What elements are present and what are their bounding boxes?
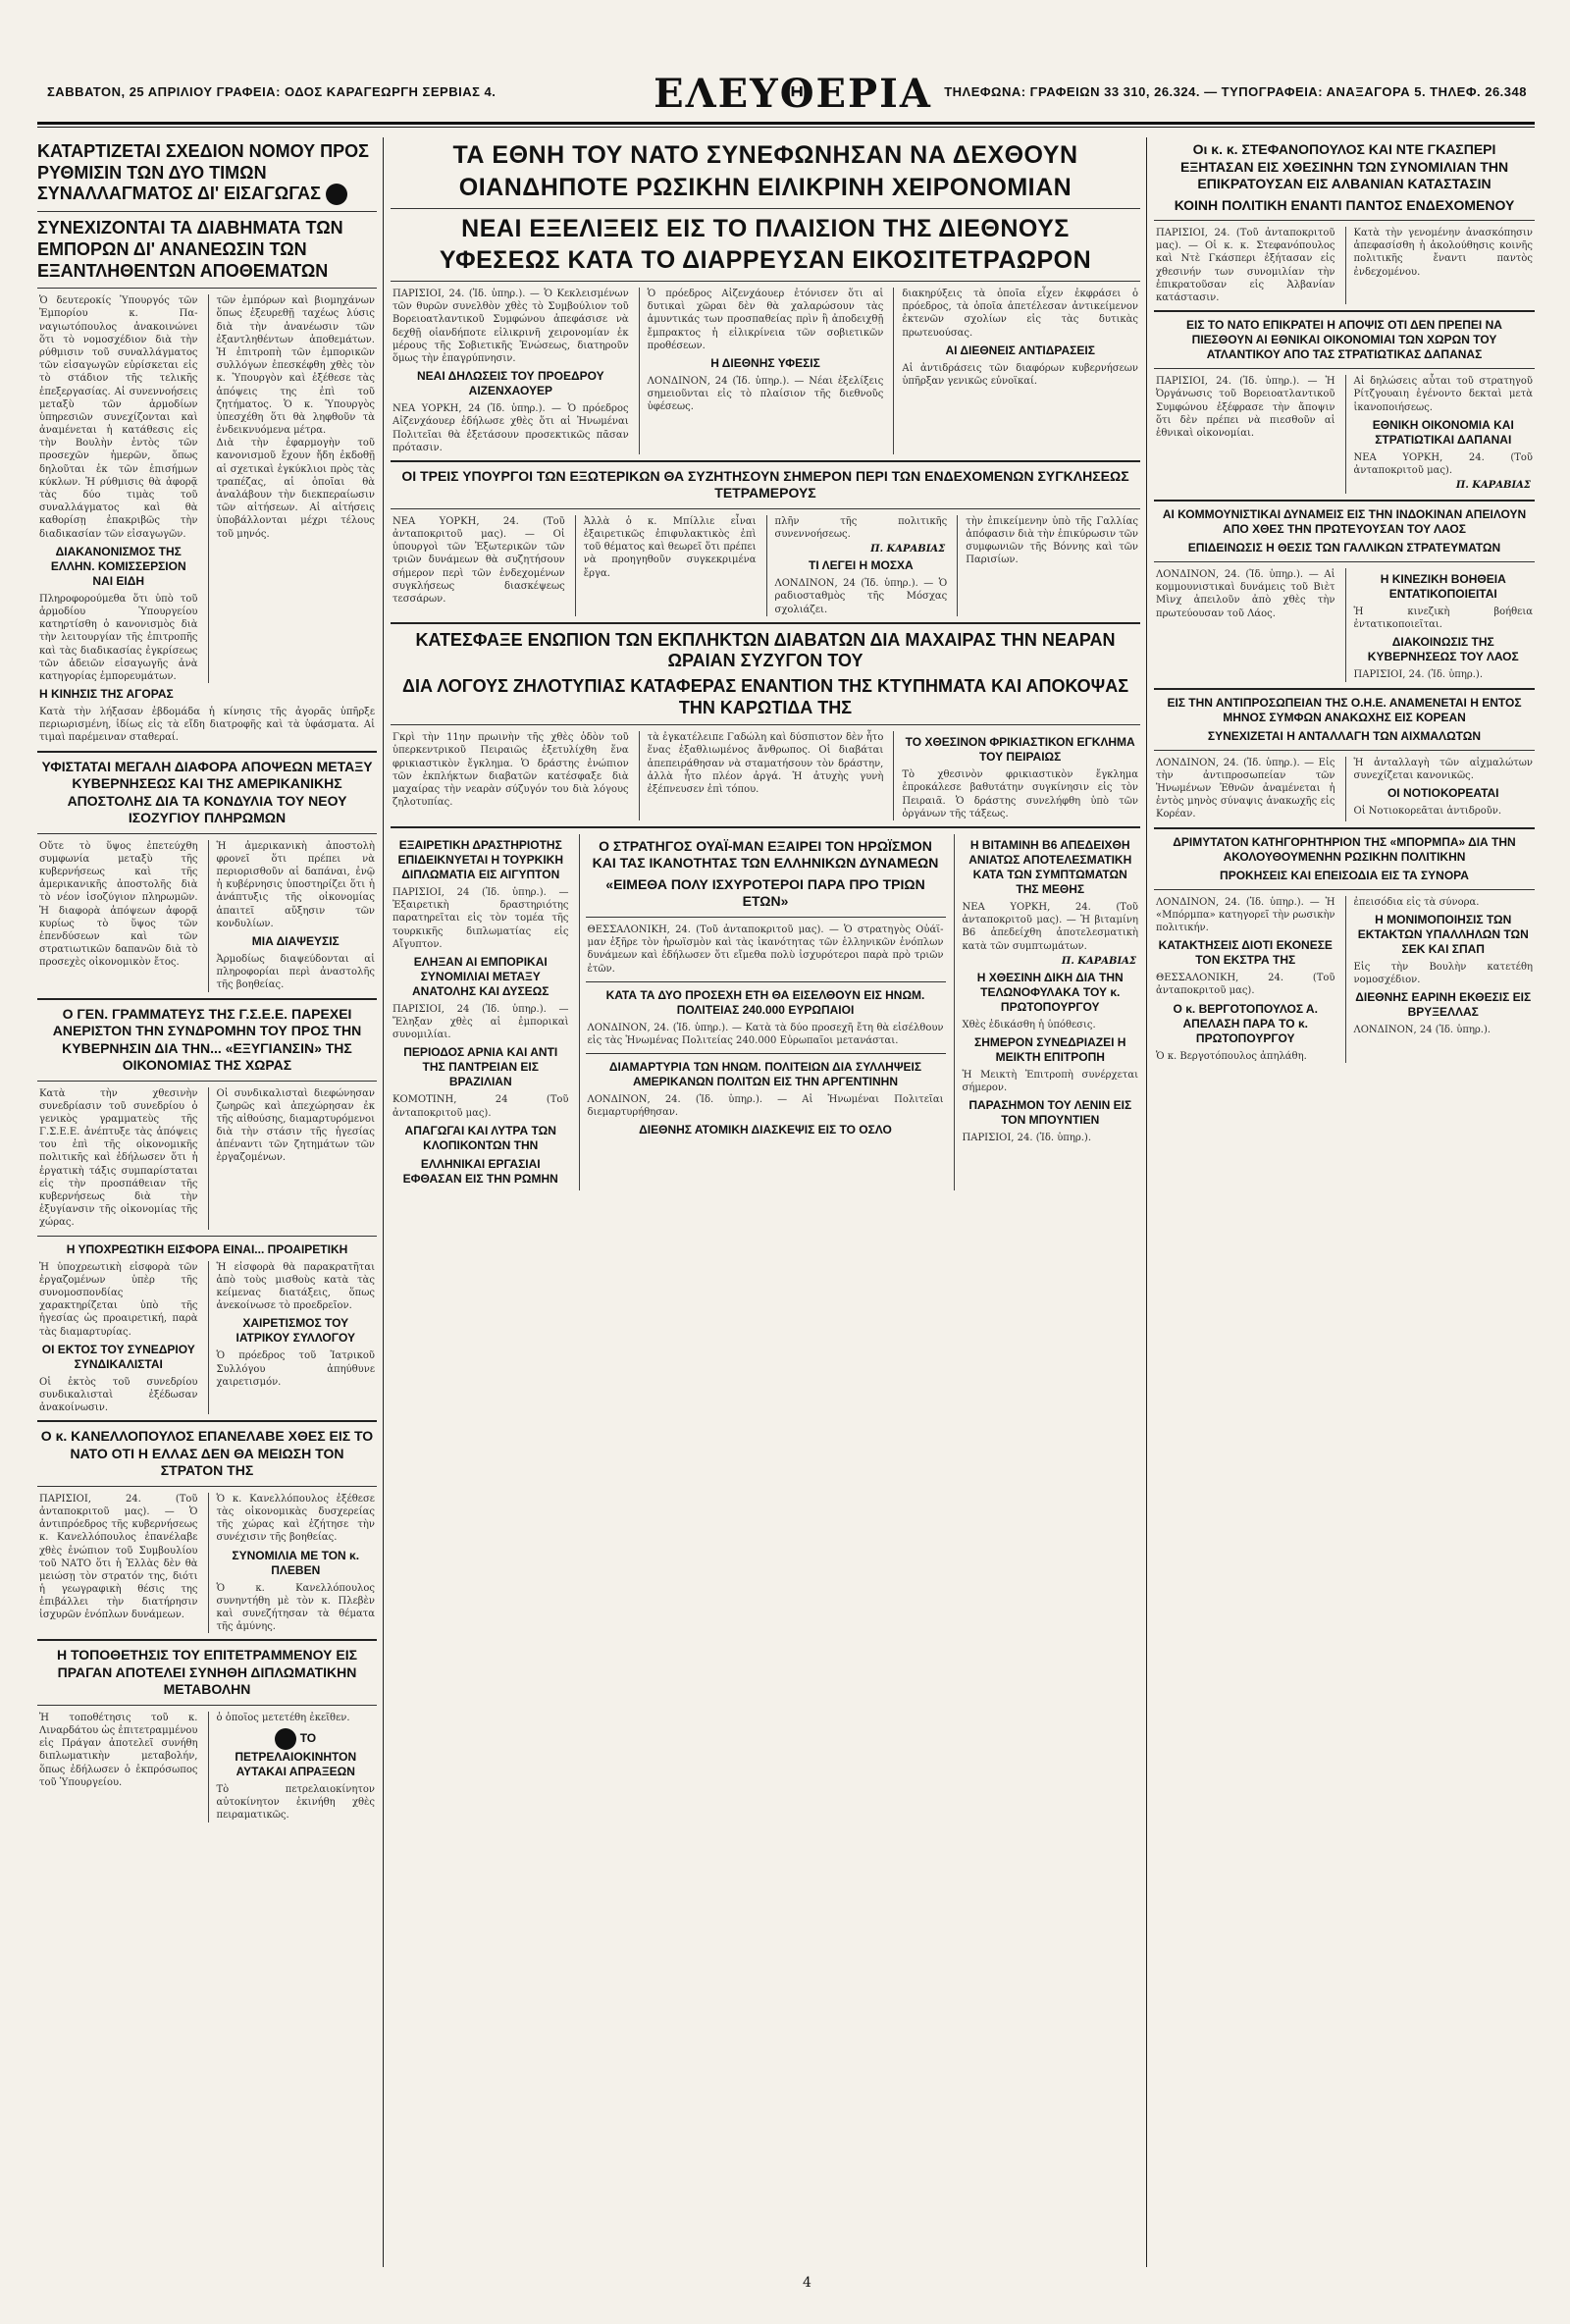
article-title-import-law: ΚΑΤΑΡΤΙΖΕΤΑΙ ΣΧΕΔΙΟΝ ΝΟΜΟΥ ΠΡΟΣ ΡΥΘΜΙΣΙΝ ΤΩΝ ΔΥΟ ΤΙΜΩΝ ΣΥΝΑΛΛΑΓΜΑΤΟΣ ΔΙ' ΕΙΣΑΓΩΓΑΣ	[37, 141, 377, 205]
page-number: 4	[803, 2275, 811, 2291]
lead-headline-line1: ΤΑ ΕΘΝΗ ΤΟΥ ΝΑΤΟ ΣΥΝΕΦΩΝΗΣΑΝ ΝΑ ΔΕΧΘΟΥΝ	[452, 141, 1078, 169]
article-title-stefanopoulos: Οι κ. κ. ΣΤΕΦΑΝΟΠΟΥΛΟΣ ΚΑΙ ΝΤΕ ΓΚΑΣΠΕΡΙ ΕΞΗΤΑΣΑΝ ΕΙΣ ΧΘΕΣΙΝΗΝ ΤΩΝ ΣΥΝΟΜΙΛΙΑΝ ΤΗΝ ΕΠΙΚΡΑΤΟΥΣΑΝ ΕΙΣ ΑΛΒΑΝΙΑΝ ΚΑΤΑΣΤΑΣΙΝ	[1179, 141, 1509, 191]
article-title-nato-economies: ΕΙΣ ΤΟ ΝΑΤΟ ΕΠΙΚΡΑΤΕΙ Η ΑΠΟΨΙΣ ΟΤΙ ΔΕΝ ΠΡΕΠΕΙ ΝΑ ΠΙΕΣΘΟΥΝ ΑΙ ΕΘΝΙΚΑΙ ΟΙΚΟΝΟΜΙΑΙ ΤΩΝ ΧΩΡΩΝ ΤΟΥ ΑΤΛΑΝΤΙΚΟΥ ΑΠΟ ΤΑΣ ΣΤΡΑΤΙΩΤΙΚΑΣ ΔΑΠΑΝΑΣ	[1186, 318, 1502, 362]
subhead-committee: ΣΗΜΕΡΟΝ ΣΥΝΕΔΡΙΑΖΕΙ Η ΜΕΙΚΤΗ ΕΠΙΤΡΟΠΗ	[974, 1034, 1126, 1064]
subhead-laos-government: ΔΙΑΚΟΙΝΩΣΙΣ ΤΗΣ ΚΥΒΕΡΝΗΣΕΩΣ ΤΟΥ ΛΑΟΣ	[1367, 635, 1519, 664]
subhead-brazil: ΠΕΡΙΟΔΟΣ ΑΡΝΙΑ ΚΑΙ ΑΝΤΙ ΤΗΣ ΠΑΝΤΡΕΙΑΝ ΕΙΣ ΒΡΑΖΙΛΙΑΝ	[403, 1045, 558, 1089]
subhead-commission: ΔΙΑΚΑΝΟΝΙΣΜΟΣ ΤΗΣ ΕΛΛΗΝ. ΚΟΜΙΣΣΕΡΣΙΟΝ ΝΑΙ ΕΙΔΗ	[50, 544, 186, 588]
article-title-korea: ΕΙΣ ΤΗΝ ΑΝΤΙΠΡΟΣΩΠΕΙΑΝ ΤΗΣ Ο.Η.Ε. ΑΝΑΜΕΝΕΤΑΙ Η ΕΝΤΟΣ ΜΗΝΟΣ ΣΥΜΦΩΝ ΑΝΑΚΩΧΗΣ ΕΙΣ ΚΟΡΕΑΝ	[1167, 695, 1522, 724]
article-body-import: Ὁ δευτεροκίς Ὑπουργός τῶν Ἐμπορίου κ. Πα-ναγιωτόπουλος ἀνακοινώνει ὅτι τὸ νομοσχέδιον διὰ τὴν ρύθμισιν τοῦ συναλλάγματος τῶν εἰσαγωγῶν εὑρίσκεται εἰς τὸ στάδιον τῆς τελικῆς ἐπεξεργασίας. Αἱ συνεννοήσεις μεταξὺ τῶν ἁρμοδίων ὑπηρεσιῶν συνεχίζονται καὶ ἀναμένεται ἡ κατάθεσις εἰς τὴν Βουλὴν ἐντὸς τῶν προσεχῶν ἡμερῶν, ὅπως δηλοῦται ἐκ τῶν ἐπισήμων κύκλων. Ἡ ρύθμισις θὰ ἀφορᾷ τὰς δύο τιμὰς τοῦ συναλλάγματος καὶ θὰ καθορίσῃ ἐπακριβῶς τὴν διαδικασίαν τῶν εἰσαγωγῶν. ΔΙΑΚΑΝΟΝΙΣΜΟΣ ΤΗΣ ΕΛΛΗΝ. ΚΟΜΙΣΣΕΡΣΙΟΝ ΝΑΙ ΕΙΔΗ Πληροφορούμεθα ὅτι ὑπὸ τοῦ ἁρμοδίου Ὑπουργείου κατηρτίσθη ὁ κανονισμὸς διὰ τὴν λειτουργίαν τῆς ἐπιτροπῆς καὶ τὰς διαδικασίας ἐγκρίσεως τῶν ἀδειῶν εἰσαγωγῆς ἀνὰ κατηγορίας ἐμπορευμάτων. τῶν ἐμπόρων καὶ βιομηχάνων ὅπως ἐξευρεθῇ ταχέως λύσις διὰ τὴν ἀνανέωσιν τῶν ἐξαντληθέντων ἀποθεμάτων. Ἡ ἐπιτροπὴ τῶν ἐμπορικῶν συλλόγων ἐπεσκέφθη χθὲς τὸν κ. Ὑπουργὸν καὶ ἐξέθεσε τὰς ἀπόψεις της ἐπὶ τοῦ ζητήματος. Ὁ κ. Ὑπουργὸς ὑπεσχέθη ὅτι θὰ ληφθοῦν τὰ ἐνδεικνυόμενα μέτρα. Διὰ τὴν ἐφαρμογὴν τοῦ κανονισμοῦ ἔχουν ἤδη ἐκδοθῇ αἱ σχετικαὶ ἐγκύκλιοι πρὸς τὰς τραπέζας, αἱ ὁποῖαι θὰ ἀναλάβουν τὴν διεκπεραίωσιν τῶν αἰτήσεων. Αἱ αἰτήσεις ὑποβάλλονται μέχρι τέλους τοῦ μηνός.	[39, 295, 375, 682]
subhead-oil-vehicle: ΤΟ ΠΕΤΡΕΛΑΙΟΚΙΝΗΤΟΝ ΑΥΤΑΚΑΙ ΑΠΡΑΞΕΩΝ	[217, 1728, 376, 1779]
subhead-kidnappings: ΑΠΑΓΩΓΑΙ ΚΑΙ ΛΥΤΡΑ ΤΩΝ ΚΛΟΠΙΚΟΝΤΩΝ ΤΗΝ	[404, 1123, 556, 1152]
subhead-south-koreans: ΟΙ ΝΟΤΙΟΚΟΡΕΑΤΑΙ	[1387, 786, 1499, 800]
masthead-rule	[37, 122, 1535, 128]
article-title-budget-dispute: ΥΦΙΣΤΑΤΑΙ ΜΕΓΑΛΗ ΔΙΑΦΟΡΑ ΑΠΟΨΕΩΝ ΜΕΤΑΞΥ ΚΥΒΕΡΝΗΣΕΩΣ ΚΑΙ ΤΗΣ ΑΜΕΡΙΚΑΝΙΚΗΣ ΑΠΟΣΤΟΛΗΣ ΔΙΑ ΤΑ ΚΟΝΔΥΛΙΑ ΤΟΥ ΝΕΟΥ ΙΣΟΖΥΓΙΟΥ ΠΛΗΡΩΜΩΝ	[41, 758, 373, 826]
subhead-convictions: ΚΑΤΑΚΤΗΣΕΙΣ ΔΙΟΤΙ ΕΚΟΝΕΣΕ ΤΟΝ ΕΚΣΤΡΑ ΤΗΣ	[1158, 938, 1333, 968]
column-rule-right	[1146, 137, 1147, 2267]
byline-karavias-3: Π. ΚΑΡΑΒΙΑΣ	[1455, 480, 1531, 492]
article-subtitle-border: ΠΡΟΚΗΣΕΙΣ ΚΑΙ ΕΠΕΙΣΟΔΙΑ ΕΙΣ ΤΑ ΣΥΝΟΡΑ	[1220, 868, 1469, 882]
masthead-phones: ΤΗΛΕΦΩΝΑ: ΓΡΑΦΕΙΩΝ 33 310, 26.324. — ΤΥΠΟΓΡΑΦΕΙΑ: ΑΝΑΞΑΓΟΡΑ 5. ΤΗΛΕΦ. 26.348	[944, 84, 1527, 99]
center-column: ΤΑ ΕΘΝΗ ΤΟΥ ΝΑΤΟ ΣΥΝΕΦΩΝΗΣΑΝ ΝΑ ΔΕΧΘΟΥΝ ΟΙΑΝΔΗΠΟΤΕ ΡΩΣΙΚΗΝ ΕΙΛΙΚΡΙΝΗ ΧΕΙΡΟΝΟΜΙΑΝ ΝΕΑΙ ΕΞΕΛΙΞΕΙΣ ΕΙΣ ΤΟ ΠΛΑΙΣΙΟΝ ΤΗΣ ΔΙΕΘΝΟΥΣ ΥΦΕΣΕΩΣ ΚΑΤΑ ΤΟ ΔΙΑΡΡΕΥΣΑΝ ΕΙΚΟΣΙΤΕΤΡΑΩΡΟΝ ΠΑΡΙΣΙΟΙ, 24. (Ἰδ. ὑπηρ.). — Ὁ Κεκλεισμένων τῶν θυρῶν συνελθὸν χθὲς τὸ Συμβούλιον τοῦ Βορειοατλαντικοῦ Συμφώνου ἀπεφάσισε νὰ δεχθῇ οἱανδήποτε εἰλικρινῆ χειρονομίαν ἐκ μέρους τῆς Σοβιετικῆς Ἑνώσεως, διατηροῦν ὅμως τὴν ἐπαγρύπνησιν. ΝΕΑΙ ΔΗΛΩΣΕΙΣ ΤΟΥ ΠΡΟΕΔΡΟΥ ΑΙΖΕΝΧΑΟΥΕΡ ΝΕΑ ΥΟΡΚΗ, 24 (Ἰδ. ὑπηρ.). — Ὁ πρόεδρος Αἰζενχάουερ ἐδήλωσε χθὲς ὅτι αἱ Ἡνωμέναι Πολιτεῖαι θὰ ἐξετάσουν προσεκτικῶς πᾶσαν πρότασιν. Ὁ πρόεδρος Αἰζενχάουερ ἐτόνισεν ὅτι αἱ δυτικαὶ χῶραι δὲν θὰ χαλαρώσουν τὰς ἀμυντικάς των προσπαθείας πρὶν ἢ ἀποδειχθῇ ἔμπρακτος ἡ εἰλικρίνεια τῶν σοβιετικῶν προθέσεων. Η ΔΙΕΘΝΗΣ ΥΦΕΣΙΣ ΛΟΝΔΙΝΟΝ, 24 (Ἰδ. ὑπηρ.). — Νέαι ἐξελίξεις σημειοῦνται εἰς τὸ πλαίσιον τῆς διεθνοῦς ὑφέσεως. διακηρύξεις τὰ ὁποῖα εἶχεν ἐκφράσει ὁ πρόεδρος, τὰ ὁποῖα ἀπετέλεσαν ἀντικείμενον ἐκτενῶν σχολίων εἰς τὰς δυτικὰς πρωτευούσας. ΑΙ ΔΙΕΘΝΕΙΣ ΑΝΤΙΔΡΑΣΕΙΣ Αἱ ἀντιδράσεις τῶν διαφόρων κυβερνήσεων ὑπῆρξαν γενικῶς εὐνοϊκαί. ΟΙ ΤΡΕΙΣ ΥΠΟΥΡΓΟΙ ΤΩΝ ΕΞΩΤΕΡΙΚΩΝ ΘΑ ΣΥΖΗΤΗΣΟΥΝ ΣΗΜΕΡΟΝ ΠΕΡΙ ΤΩΝ ΕΝΔΕΧΟΜΕΝΩΝ ΣΥΓΚΛΗΣΕΩΣ ΤΕΤΡΑΜΕΡΟΥΣ ΝΕΑ ΥΟΡΚΗ, 24. (Τοῦ ἀνταποκριτοῦ μας). — Οἱ ὑπουργοὶ τῶν Ἐξωτερικῶν τῶν τριῶν δυνάμεων θὰ συζητήσουν σήμερον περὶ τῶν ἐνδεχομένων συγκλήσεως διασκέψεως τεσσάρων. Ἀλλὰ ὁ κ. Μπίλλιε εἶναι ἐξαιρετικῶς ἐπιφυλακτικὸς ἐπὶ τοῦ θέματος καὶ θεωρεῖ ὅτι πρέπει νὰ προηγηθοῦν συγκεκριμένα ἔργα. πλῆν τῆς πολιτικῆς συνεννοήσεως. Π. ΚΑΡΑΒΙΑΣ ΤΙ ΛΕΓΕΙ Η ΜΟΣΧΑ ΛΟΝΔΙΝΟΝ, 24 (Ἰδ. ὑπηρ.). — Ὁ ραδιοσταθμὸς τῆς Μόσχας σχολιάζει. τὴν ἐπικείμενην ὑπὸ τῆς Γαλλίας ἀπόφασιν διὰ τὴν ἐπικύρωσιν τῶν συμφωνιῶν τῆς Βόννης καὶ τῶν Παρισίων. ΚΑΤΕΣΦΑΞΕ ΕΝΩΠΙΟΝ ΤΩΝ ΕΚΠΛΗΚΤΩΝ ΔΙΑΒΑΤΩΝ ΔΙΑ ΜΑΧΑΙΡΑΣ ΤΗΝ ΝΕΑΡΑΝ ΩΡΑΙΑΝ ΣΥΖΥΓΟΝ ΤΟΥ ΔΙΑ ΛΟΓΟΥΣ ΖΗΛΟΤΥΠΙΑΣ ΚΑΤΑΦΕΡΑΣ ΕΝΑΝΤΙΟΝ ΤΗΣ ΚΤΥΠΗΜΑΤΑ ΚΑΙ ΑΠΟΚΟΨΑΣ ΤΗΝ ΚΑΡΩΤΙΔΑ ΤΗΣ Γκρὶ τὴν 11ην πρωινὴν τῆς χθὲς ὁδὸν τοῦ ὑπερκεντρικοῦ Πειραιῶς ἐξετυλίχθη ἕνα φρικιαστικὸν ἔγκλημα. Ὁ δράστης ἐνώπιον τῶν ἐκπλήκτων διαβατῶν κατέσφαξε διὰ μαχαίρας τὴν νεαρὰν σύζυγόν του διὰ λόγους ζηλοτυπίας. τὰ ἐγκατέλειπε Γαδώλη καὶ δύσπιστον δὲν ἦτο ἕνας ἐξαθλιωμένος ἄνθρωπος. Οἱ διαβάται ἀπεπειράθησαν νὰ σταματήσουν τὸν δράστην, ἀλλὰ ἦτο πλέον ἀργά. Ἡ ἀτυχὴς γυνὴ ἐξέπνευσεν ἐπὶ τόπου. ΤΟ ΧΘΕΣΙΝΟΝ ΦΡΙΚΙΑΣΤΙΚΟΝ ΕΓΚΛΗΜΑ ΤΟΥ ΠΕΙΡΑΙΩΣ Τὸ χθεσινὸν φρικιαστικὸν ἔγκλημα ἐπροκάλεσε βαθυτάτην συγκίνησιν εἰς τὸν Πειραιᾶ. Ὁ δράστης συνελήφθη ὑπὸ τῶν ὀργάνων τῆς τάξεως. ΕΞΑΙΡΕΤΙΚΗ ΔΡΑΣΤΗΡΙΟΤΗΣ ΕΠΙΔΕΙΚΝΥΕΤΑΙ Η ΤΟΥΡΚΙΚΗ ΔΙΠΛΩΜΑΤΙΑ ΕΙΣ ΑΙΓΥΠΤΟΝ ΠΑΡΙΣΙΟΙ, 24 (Ἰδ. ὑπηρ.). — Ἐξαιρετικὴ δραστηριότης παρατηρεῖται εἰς τὸν τομέα τῆς τουρκικῆς διπλωματίας εἰς Αἴγυπτον. ΕΛΗΞΑΝ ΑΙ ΕΜΠΟΡΙΚΑΙ ΣΥΝΟΜΙΛΙΑΙ ΜΕΤΑΞΥ ΑΝΑΤΟΛΗΣ ΚΑΙ ΔΥΣΕΩΣ ΠΑΡΙΣΙΟΙ, 24 (Ἰδ. ὑπηρ.). — Ἔληξαν χθὲς αἱ ἐμπορικαὶ συνομιλίαι. ΠΕΡΙΟΔΟΣ ΑΡΝΙΑ ΚΑΙ ΑΝΤΙ ΤΗΣ ΠΑΝΤΡΕΙΑΝ ΕΙΣ ΒΡΑΖΙΛΙΑΝ ΚΟΜΟΤΙΝΗ, 24 (Τοῦ ἀνταποκριτοῦ μας). ΑΠΑΓΩΓΑΙ ΚΑΙ ΛΥΤΡΑ ΤΩΝ ΚΛΟΠΙΚΟΝΤΩΝ ΤΗΝ ΕΛΛΗΝΙΚΑΙ ΕΡΓΑΣΙΑΙ ΕΦΘΑΣΑΝ ΕΙΣ ΤΗΝ ΡΩΜΗΝ Ο ΣΤΡΑΤΗΓΟΣ ΟΥΑΪ-ΜΑΝ ΕΞΑΙΡΕΙ ΤΟΝ ΗΡΩΪΣΜΟΝ ΚΑΙ ΤΑΣ ΙΚΑΝΟΤΗΤΑΣ ΤΩΝ ΕΛΛΗΝΙΚΩΝ ΔΥΝΑΜΕΩΝ «ΕΙΜΕΘΑ ΠΟΛΥ ΙΣΧΥΡΟΤΕΡΟΙ ΠΑΡΑ ΠΡΟ ΤΡΙΩΝ ΕΤΩΝ» ΘΕΣΣΑΛΟΝΙΚΗ, 24. (Τοῦ ἀνταποκριτοῦ μας). — Ὁ στρατηγὸς Οὐάϊ-μαν ἐξῆρε τὸν ἡρωϊσμὸν καὶ τὰς ἱκανότητας τῶν ἑλληνικῶν ἐνόπλων δυνάμεων καὶ ἐδήλωσεν ὅτι εἴμεθα πολὺ ἰσχυρότεροι παρὰ πρὸ τριῶν ἐτῶν. ΚΑΤΑ ΤΑ ΔΥΟ ΠΡΟΣΕΧΗ ΕΤΗ ΘΑ ΕΙΣΕΛΘΟΥΝ ΕΙΣ ΗΝΩΜ. ΠΟΛΙΤΕΙΑΣ 240.000 ΕΥΡΩΠΑΙΟΙ ΛΟΝΔΙΝΟΝ, 24. (Ἰδ. ὑπηρ.). — Κατὰ τὰ δύο προσεχῆ ἔτη θὰ εἰσέλθουν εἰς τὰς Ἡνωμένας Πολιτείας 240.000 Εὐρωπαῖοι μετανάσται. ΔΙΑΜΑΡΤΥΡΙΑ ΤΩΝ ΗΝΩΜ. ΠΟΛΙΤΕΙΩΝ ΔΙΑ ΣΥΛΛΗΨΕΙΣ ΑΜΕΡΙΚΑΝΩΝ ΠΟΛΙΤΩΝ ΕΙΣ ΤΗΝ ΑΡΓΕΝΤΙΝΗΝ ΛΟΝΔΙΝΟΝ, 24. (Ἰδ. ὑπηρ.). — Αἱ Ἡνωμέναι Πολιτεῖαι διεμαρτυρήθησαν. ΔΙΕΘΝΗΣ ΑΤΟΜΙΚΗ ΔΙΑΣΚΕΨΙΣ ΕΙΣ ΤΟ ΟΣΛΟ Η ΒΙΤΑΜΙΝΗ Β6 ΑΠΕΔΕΙΧΘΗ ΑΝΙΑΤΩΣ ΑΠΟΤΕΛΕΣΜΑΤΙΚΗ ΚΑΤΑ ΤΩΝ ΣΥΜΠΤΩΜΑΤΩΝ ΤΗΣ ΜΕΘΗΣ ΝΕΑ ΥΟΡΚΗ, 24. (Τοῦ ἀνταποκριτοῦ μας). — Ἡ βιταμίνη Β6 ἀπεδείχθη ἀποτελεσματικὴ κατὰ τῶν συμπτωμάτων. Π. ΚΑΡΑΒΙΑΣ Η ΧΘΕΣΙΝΗ ΔΙΚΗ ΔΙΑ ΤΗΝ ΤΕΛΩΝΟΦΥΛΑΚΑ ΤΟΥ κ. ΠΡΩΤΟΠΟΥΡΓΟΥ Χθὲς ἐδικάσθη ἡ ὑπόθεσις. ΣΗΜΕΡΟΝ ΣΥΝΕΔΡΙΑΖΕΙ Η ΜΕΙΚΤΗ ΕΠΙΤΡΟΠΗ Ἡ Μεικτὴ Ἐπιτροπὴ συνέρχεται σήμερον. ΠΑΡΑΣΗΜΟΝ ΤΟΥ ΛΕΝΙΝ ΕΙΣ ΤΟΝ ΜΠΟΥΝΤΙΕΝ ΠΑΡΙΣΙΟΙ, 24. (Ἰδ. ὑπηρ.).	[391, 137, 1140, 2267]
subhead-piraeus-crime: ΤΟ ΧΘΕΣΙΝΟΝ ΦΡΙΚΙΑΣΤΙΚΟΝ ΕΓΚΛΗΜΑ ΤΟΥ ΠΕΙΡΑΙΩΣ	[905, 735, 1135, 765]
article-title-murder-line2: ΔΙΑ ΛΟΓΟΥΣ ΖΗΛΟΤΥΠΙΑΣ ΚΑΤΑΦΕΡΑΣ ΕΝΑΝΤΙΟΝ ΤΗΣ ΚΤΥΠΗΜΑΤΑ ΚΑΙ ΑΠΟΚΟΨΑΣ ΤΗΝ ΚΑΡΩΤΙΔΑ ΤΗΣ	[402, 676, 1128, 717]
article-subtitle-prisoners: ΣΥΝΕΧΙΖΕΤΑΙ Η ΑΝΤΑΛΛΑΓΗ ΤΩΝ ΑΙΧΜΑΛΩΤΩΝ	[1207, 728, 1482, 743]
article-title-indochina: ΑΙ ΚΟΜΜΟΥΝΙΣΤΙΚΑΙ ΔΥΝΑΜΕΙΣ ΕΙΣ ΤΗΝ ΙΝΔΟΚΙΝΑΝ ΑΠΕΙΛΟΥΝ ΑΠΟ ΧΘΕΣ ΤΗΝ ΠΡΩΤΕΥΟΥΣΑΝ ΤΟΥ ΛΑΟΣ	[1162, 507, 1527, 537]
subhead-denial: ΜΙΑ ΔΙΑΨΕΥΣΙΣ	[251, 933, 340, 948]
subhead-syndicalists: ΟΙ ΕΚΤΟΣ ΤΟΥ ΣΥΝΕΔΡΙΟΥ ΣΥΝΔΙΚΑΛΙΣΤΑΙ	[41, 1342, 195, 1371]
subhead-moscow: ΤΙ ΛΕΓΕΙ Η ΜΟΣΧΑ	[809, 558, 914, 573]
article-title-van-fleet-line2: «ΕΙΜΕΘΑ ΠΟΛΥ ΙΣΧΥΡΟΤΕΡΟΙ ΠΑΡΑ ΠΡΟ ΤΡΙΩΝ ΕΤΩΝ»	[605, 875, 925, 910]
subhead-lenin-medal: ΠΑΡΑΣΗΜΟΝ ΤΟΥ ΛΕΝΙΝ ΕΙΣ ΤΟΝ ΜΠΟΥΝΤΙΕΝ	[968, 1098, 1132, 1128]
masthead	[37, 39, 1535, 130]
subhead-medical: ΧΑΙΡΕΤΙΣΜΟΣ ΤΟΥ ΙΑΤΡΙΚΟΥ ΣΥΛΛΟΓΟΥ	[236, 1316, 355, 1346]
subhead-oslo: ΔΙΕΘΝΗΣ ΑΤΟΜΙΚΗ ΔΙΑΣΚΕΨΙΣ ΕΙΣ ΤΟ ΟΣΛΟ	[639, 1123, 892, 1137]
subhead-brussels-fair: ΔΙΕΘΝΗΣ ΕΑΡΙΝΗ ΕΚΘΕΣΙΣ ΕΙΣ ΒΡΥΞΕΛΛΑΣ	[1355, 990, 1532, 1020]
subhead-rome: ΕΛΛΗΝΙΚΑΙ ΕΡΓΑΣΙΑΙ ΕΦΘΑΣΑΝ ΕΙΣ ΤΗΝ ΡΩΜΗΝ	[402, 1156, 558, 1186]
subhead-eisenhower: ΝΕΑΙ ΔΗΛΩΣΕΙΣ ΤΟΥ ΠΡΟΕΔΡΟΥ ΑΙΖΕΝΧΑΟΥΕΡ	[417, 369, 604, 398]
subhead-contribution: Η ΥΠΟΧΡΕΩΤΙΚΗ ΕΙΣΦΟΡΑ ΕΙΝΑΙ... ΠΡΟΑΙΡΕΤΙΚΗ	[66, 1241, 348, 1256]
newspaper-title: ΕΛΕΥΘΕΡΙΑ	[654, 71, 932, 117]
article-title-kanellopoulos: Ο κ. ΚΑΝΕΛΛΟΠΟΥΛΟΣ ΕΠΑΝΕΛΑΒΕ ΧΘΕΣ ΕΙΣ ΤΟ ΝΑΤΟ ΟΤΙ Η ΕΛΛΑΣ ΔΕΝ ΘΑ ΜΕΙΩΣΗ ΤΟΝ ΣΤΡΑΤΟΝ ΤΗΣ	[40, 1428, 374, 1479]
ink-blot	[275, 1728, 296, 1750]
lead-subheadline-line1: ΝΕΑΙ ΕΞΕΛΙΞΕΙΣ ΕΙΣ ΤΟ ΠΛΑΙΣΙΟΝ ΤΗΣ ΔΙΕΘΝΟΥΣ	[461, 214, 1070, 242]
article-title-immigrants: ΚΑΤΑ ΤΑ ΔΥΟ ΠΡΟΣΕΧΗ ΕΤΗ ΘΑ ΕΙΣΕΛΘΟΥΝ ΕΙΣ ΗΝΩΜ. ΠΟΛΙΤΕΙΑΣ 240.000 ΕΥΡΩΠΑΙΟΙ	[605, 987, 925, 1017]
lead-headline-line2: ΟΙΑΝΔΗΠΟΤΕ ΡΩΣΙΚΗΝ ΕΙΛΙΚΡΙΝΗ ΧΕΙΡΟΝΟΜΙΑΝ	[458, 173, 1073, 201]
article-title-gsee: Ο ΓΕΝ. ΓΡΑΜΜΑΤΕΥΣ ΤΗΣ Γ.Σ.Ε.Ε. ΠΑΡΕΧΕΙ ΑΝΕΡΙΣΤΟΝ ΤΗΝ ΣΥΝΔΡΟΜΗΝ ΤΟΥ ΠΡΟΣ ΤΗΝ ΚΥΒΕΡΝΗΣΙΝ ΔΙΑ ΤΗΝ... «ΕΞΥΓΙΑΝΣΙΝ» ΤΗΣ ΟΙΚΟΝΟΜΙΑΣ ΤΗΣ ΧΩΡΑΣ	[52, 1005, 362, 1074]
lead-article-body: ΠΑΡΙΣΙΟΙ, 24. (Ἰδ. ὑπηρ.). — Ὁ Κεκλεισμένων τῶν θυρῶν συνελθὸν χθὲς τὸ Συμβούλιον τοῦ Βορειοατλαντικοῦ Συμφώνου ἀπεφάσισε νὰ δεχθῇ οἱανδήποτε εἰλικρινῆ χειρονομίαν ἐκ μέρους τῆς Σοβιετικῆς Ἑνώσεως, διατηροῦν ὅμως τὴν ἐπαγρύπνησιν. ΝΕΑΙ ΔΗΛΩΣΕΙΣ ΤΟΥ ΠΡΟΕΔΡΟΥ ΑΙΖΕΝΧΑΟΥΕΡ ΝΕΑ ΥΟΡΚΗ, 24 (Ἰδ. ὑπηρ.). — Ὁ πρόεδρος Αἰζενχάουερ ἐδήλωσε χθὲς ὅτι αἱ Ἡνωμέναι Πολιτεῖαι θὰ ἐξετάσουν προσεκτικῶς πᾶσαν πρότασιν. Ὁ πρόεδρος Αἰζενχάουερ ἐτόνισεν ὅτι αἱ δυτικαὶ χῶραι δὲν θὰ χαλαρώσουν τὰς ἀμυντικάς των προσπαθείας πρὶν ἢ ἀποδειχθῇ ἔμπρακτος ἡ εἰλικρίνεια τῶν σοβιετικῶν προθέσεων. Η ΔΙΕΘΝΗΣ ΥΦΕΣΙΣ ΛΟΝΔΙΝΟΝ, 24 (Ἰδ. ὑπηρ.). — Νέαι ἐξελίξεις σημειοῦνται εἰς τὸ πλαίσιον τῆς διεθνοῦς ὑφέσεως. διακηρύξεις τὰ ὁποῖα εἶχεν ἐκφράσει ὁ πρόεδρος, τὰ ὁποῖα ἀπετέλεσαν ἀντικείμενον ἐκτενῶν σχολίων εἰς τὰς δυτικὰς πρωτευούσας. ΑΙ ΔΙΕΘΝΕΙΣ ΑΝΤΙΔΡΑΣΕΙΣ Αἱ ἀντιδράσεις τῶν διαφόρων κυβερνήσεων ὑπῆρξαν γενικῶς εὐνοϊκαί.	[392, 289, 1139, 453]
article-title-murder-line1: ΚΑΤΕΣΦΑΞΕ ΕΝΩΠΙΟΝ ΤΩΝ ΕΚΠΛΗΚΤΩΝ ΔΙΑΒΑΤΩΝ ΔΙΑ ΜΑΧΑΙΡΑΣ ΤΗΝ ΝΕΑΡΑΝ ΩΡΑΙΑΝ ΣΥΖΥΓΟΝ ΤΟΥ	[415, 629, 1116, 671]
masthead-date-address: ΣΑΒΒΑΤΟΝ, 25 ΑΠΡΙΛΙΟΥ ΓΡΑΦΕΙΑ: ΟΔΟΣ ΚΑΡΑΓΕΩΡΓΗ ΣΕΡΒΙΑΣ 4.	[47, 84, 497, 99]
article-subtitle-merchants: ΣΥΝΕΧΙΖΟΝΤΑΙ ΤΑ ΔΙΑΒΗΜΑΤΑ ΤΩΝ ΕΜΠΟΡΩΝ ΔΙ' ΑΝΑΝΕΩΣΙΝ ΤΩΝ ΕΞΑΝΤΛΗΘΕΝΤΩΝ ΑΠΟΘΕΜΑΤΩΝ	[37, 218, 343, 281]
ink-blot	[326, 184, 347, 205]
left-column: ΚΑΤΑΡΤΙΖΕΤΑΙ ΣΧΕΔΙΟΝ ΝΟΜΟΥ ΠΡΟΣ ΡΥΘΜΙΣΙΝ ΤΩΝ ΔΥΟ ΤΙΜΩΝ ΣΥΝΑΛΛΑΓΜΑΤΟΣ ΔΙ' ΕΙΣΑΓΩΓΑΣ ΣΥΝΕΧΙΖΟΝΤΑΙ ΤΑ ΔΙΑΒΗΜΑΤΑ ΤΩΝ ΕΜΠΟΡΩΝ ΔΙ' ΑΝΑΝΕΩΣΙΝ ΤΩΝ ΕΞΑΝΤΛΗΘΕΝΤΩΝ ΑΠΟΘΕΜΑΤΩΝ Ὁ δευτεροκίς Ὑπουργός τῶν Ἐμπορίου κ. Πα-ναγιωτόπουλος ἀνακοινώνει ὅτι τὸ νομοσχέδιον διὰ τὴν ρύθμισιν τοῦ συναλλάγματος τῶν εἰσαγωγῶν εὑρίσκεται εἰς τὸ στάδιον τῆς τελικῆς ἐπεξεργασίας. Αἱ συνεννοήσεις μεταξὺ τῶν ἁρμοδίων ὑπηρεσιῶν συνεχίζονται καὶ ἀναμένεται ἡ κατάθεσις εἰς τὴν Βουλὴν ἐντὸς τῶν προσεχῶν ἡμερῶν, ὅπως δηλοῦται ἐκ τῶν ἐπισήμων κύκλων. Ἡ ρύθμισις θὰ ἀφορᾷ τὰς δύο τιμὰς τοῦ συναλλάγματος καὶ θὰ καθορίσῃ ἐπακριβῶς τὴν διαδικασίαν τῶν εἰσαγωγῶν. ΔΙΑΚΑΝΟΝΙΣΜΟΣ ΤΗΣ ΕΛΛΗΝ. ΚΟΜΙΣΣΕΡΣΙΟΝ ΝΑΙ ΕΙΔΗ Πληροφορούμεθα ὅτι ὑπὸ τοῦ ἁρμοδίου Ὑπουργείου κατηρτίσθη ὁ κανονισμὸς διὰ τὴν λειτουργίαν τῆς ἐπιτροπῆς καὶ τὰς διαδικασίας ἐγκρίσεως τῶν ἀδειῶν εἰσαγωγῆς ἀνὰ κατηγορίας ἐμπορευμάτων. τῶν ἐμπόρων καὶ βιομηχάνων ὅπως ἐξευρεθῇ ταχέως λύσις διὰ τὴν ἀνανέωσιν τῶν ἐξαντληθέντων ἀποθεμάτων. Ἡ ἐπιτροπὴ τῶν ἐμπορικῶν συλλόγων ἐπεσκέφθη χθὲς τὸν κ. Ὑπουργὸν καὶ ἐξέθεσε τὰς ἀπόψεις της ἐπὶ τοῦ ζητήματος. Ὁ κ. Ὑπουργὸς ὑπεσχέθη ὅτι θὰ ληφθοῦν τὰ ἐνδεικνυόμενα μέτρα. Διὰ τὴν ἐφαρμογὴν τοῦ κανονισμοῦ ἔχουν ἤδη ἐκδοθῇ αἱ σχετικαὶ ἐγκύκλιοι πρὸς τὰς τραπέζας, αἱ ὁποῖαι θὰ ἀναλάβουν τὴν διεκπεραίωσιν τῶν αἰτήσεων. Αἱ αἰτήσεις ὑποβάλλονται μέχρι τέλους τοῦ μηνός. Η ΚΙΝΗΣΙΣ ΤΗΣ ΑΓΟΡΑΣ Κατὰ τὴν λήξασαν ἑβδομάδα ἡ κίνησις τῆς ἀγορᾶς ὑπῆρξε περιωρισμένη, ἰδίως εἰς τὰ εἴδη διατροφῆς καὶ τὰ ὑφάσματα. Αἱ τιμαὶ παρέμειναν σταθεραί. ΥΦΙΣΤΑΤΑΙ ΜΕΓΑΛΗ ΔΙΑΦΟΡΑ ΑΠΟΨΕΩΝ ΜΕΤΑΞΥ ΚΥΒΕΡΝΗΣΕΩΣ ΚΑΙ ΤΗΣ ΑΜΕΡΙΚΑΝΙΚΗΣ ΑΠΟΣΤΟΛΗΣ ΔΙΑ ΤΑ ΚΟΝΔΥΛΙΑ ΤΟΥ ΝΕΟΥ ΙΣΟΖΥΓΙΟΥ ΠΛΗΡΩΜΩΝ Οὔτε τὸ ὕψος ἐπετεύχθη συμφωνία μεταξὺ τῆς κυβερνήσεως καὶ τῆς ἀμερικανικῆς ἀποστολῆς διὰ τὸ νέον ἰσοζύγιον πληρωμῶν. Ἡ διαφορὰ ἀπόψεων ἀφορᾷ κυρίως τὸ ὕψος τῶν ἐπενδύσεων καὶ τῶν στρατιωτικῶν δαπανῶν διὰ τὸ προσεχὲς οἰκονομικὸν ἔτος. Ἡ ἀμερικανικὴ ἀποστολὴ φρονεῖ ὅτι πρέπει νὰ περιορισθοῦν αἱ δαπάναι, ἐνῷ ἡ κυβέρνησις ὑποστηρίζει ὅτι ἡ ἀνάπτυξις τῆς οἰκονομίας ἀπαιτεῖ αὔξησιν τῶν κονδυλίων. ΜΙΑ ΔΙΑΨΕΥΣΙΣ Ἁρμοδίως διαψεύδονται αἱ πληροφορίαι περὶ ἀναστολῆς τῆς βοηθείας. Ο ΓΕΝ. ΓΡΑΜΜΑΤΕΥΣ ΤΗΣ Γ.Σ.Ε.Ε. ΠΑΡΕΧΕΙ ΑΝΕΡΙΣΤΟΝ ΤΗΝ ΣΥΝΔΡΟΜΗΝ ΤΟΥ ΠΡΟΣ ΤΗΝ ΚΥΒΕΡΝΗΣΙΝ ΔΙΑ ΤΗΝ... «ΕΞΥΓΙΑΝΣΙΝ» ΤΗΣ ΟΙΚΟΝΟΜΙΑΣ ΤΗΣ ΧΩΡΑΣ Κατὰ τὴν χθεσινὴν συνεδρίασιν τοῦ συνεδρίου ὁ γενικὸς γραμματεὺς τῆς Γ.Σ.Ε.Ε. ἀνέπτυξε τὰς ἀπόψεις του ἐπὶ τῆς οἰκονομικῆς πολιτικῆς καὶ ἐδήλωσεν ὅτι ἡ ἐργατικὴ τάξις συμπαρίσταται εἰς τὴν προσπάθειαν τῆς κυβερνήσεως διὰ τὴν ἐξυγίανσιν τῆς οἰκονομίας τῆς χώρας. Οἱ συνδικαλισταὶ διεφώνησαν ζωηρῶς καὶ ἀπεχώρησαν ἐκ τῆς αἰθούσης, διαμαρτυρόμενοι διὰ τὴν στάσιν τῆς ἡγεσίας ἀπέναντι τῶν ζητημάτων τῶν ἐργαζομένων. Η ΥΠΟΧΡΕΩΤΙΚΗ ΕΙΣΦΟΡΑ ΕΙΝΑΙ... ΠΡΟΑΙΡΕΤΙΚΗ Ἡ ὑποχρεωτικὴ εἰσφορὰ τῶν ἐργαζομένων ὑπὲρ τῆς συνομοσπονδίας χαρακτηρίζεται ὑπὸ τῆς ἡγεσίας ὡς προαιρετική, παρὰ τὰς διαμαρτυρίας. ΟΙ ΕΚΤΟΣ ΤΟΥ ΣΥΝΕΔΡΙΟΥ ΣΥΝΔΙΚΑΛΙΣΤΑΙ Οἱ ἐκτὸς τοῦ συνεδρίου συνδικαλισταὶ ἐξέδωσαν ἀνακοίνωσιν. Ἡ εἰσφορὰ θὰ παρακρατῆται ἀπὸ τοὺς μισθοὺς κατὰ τὰς κείμενας διατάξεις, ὅπως ἀνεκοίνωσε τὸ προεδρεῖον. ΧΑΙΡΕΤΙΣΜΟΣ ΤΟΥ ΙΑΤΡΙΚΟΥ ΣΥΛΛΟΓΟΥ Ὁ πρόεδρος τοῦ Ἰατρικοῦ Συλλόγου ἀπηύθυνε χαιρετισμόν. Ο κ. ΚΑΝΕΛΛΟΠΟΥΛΟΣ ΕΠΑΝΕΛΑΒΕ ΧΘΕΣ ΕΙΣ ΤΟ ΝΑΤΟ ΟΤΙ Η ΕΛΛΑΣ ΔΕΝ ΘΑ ΜΕΙΩΣΗ ΤΟΝ ΣΤΡΑΤΟΝ ΤΗΣ ΠΑΡΙΣΙΟΙ, 24. (Τοῦ ἀνταποκριτοῦ μας). — Ὁ ἀντιπρόεδρος τῆς κυβερνήσεως κ. Κανελλόπουλος ἐπανέλαβε χθὲς ἐνώπιον τοῦ Συμβουλίου τοῦ ΝΑΤΟ ὅτι ἡ Ἑλλὰς δὲν θὰ μειώσῃ τὸν στρατόν της, διότι ἡ γεωγραφικὴ θέσις της ἐπιβάλλει τὴν διατήρησιν ἰσχυρῶν ἐνόπλων δυνάμεων. Ὁ κ. Κανελλόπουλος ἐξέθεσε τὰς οἰκονομικὰς δυσχερείας τῆς χώρας καὶ ἐζήτησε τὴν συνέχισιν τῆς βοηθείας. ΣΥΝΟΜΙΛΙΑ ΜΕ ΤΟΝ κ. ΠΛΕΒΕΝ Ὁ κ. Κανελλόπουλος συνηντήθη μὲ τὸν κ. Πλεβὲν καὶ συνεζήτησαν τὰ θέματα τῆς ἀμύνης. Η ΤΟΠΟΘΕΤΗΣΙΣ ΤΟΥ ΕΠΙΤΕΤΡΑΜΜΕΝΟΥ ΕΙΣ ΠΡΑΓΑΝ ΑΠΟΤΕΛΕΙ ΣΥΝΗΘΗ ΔΙΠΛΩΜΑΤΙΚΗΝ ΜΕΤΑΒΟΛΗΝ Ἡ τοποθέτησις τοῦ κ. Λιναρδάτου ὡς ἐπιτετραμμένου εἰς Πράγαν ἀποτελεῖ συνήθη διπλωματικὴν μεταβολήν, ὅπως ἐδήλωσεν ὁ ἐκπρόσωπος τοῦ Ὑπουργείου. ὁ ὁποῖος μετετέθη ἐκεῖθεν. ΤΟ ΠΕΤΡΕΛΑΙΟΚΙΝΗΤΟΝ ΑΥΤΑΚΑΙ ΑΠΡΑΞΕΩΝ Τὸ πετρελαιοκίνητον αὐτοκίνητον ἐκινήθη χθὲς πειραματικῶς.	[37, 141, 375, 1822]
article-subtitle-french-troops: ΕΠΙΔΕΙΝΩΣΙΣ Η ΘΕΣΙΣ ΤΩΝ ΓΑΛΛΙΚΩΝ ΣΤΡΑΤΕΥΜΑΤΩΝ	[1187, 541, 1501, 555]
subhead-trial: Η ΧΘΕΣΙΝΗ ΔΙΚΗ ΔΙΑ ΤΗΝ ΤΕΛΩΝΟΦΥΛΑΚΑ ΤΟΥ κ. ΠΡΩΤΟΠΟΥΡΓΟΥ	[976, 970, 1124, 1014]
subhead-reactions: ΑΙ ΔΙΕΘΝΕΙΣ ΑΝΤΙΔΡΑΣΕΙΣ	[945, 343, 1095, 357]
article-title-three-ministers: ΟΙ ΤΡΕΙΣ ΥΠΟΥΡΓΟΙ ΤΩΝ ΕΞΩΤΕΡΙΚΩΝ ΘΑ ΣΥΖΗΤΗΣΟΥΝ ΣΗΜΕΡΟΝ ΠΕΡΙ ΤΩΝ ΕΝΔΕΧΟΜΕΝΩΝ ΣΥΓΚΛΗΣΕΩΣ ΤΕΤΡΑΜΕΡΟΥΣ	[401, 467, 1129, 502]
subhead-vergotopoulos: Ο κ. ΒΕΡΓΟΤΟΠΟΥΛΟΣ Α. ΑΠΕΛΑΣΗ ΠΑΡΑ ΤΟ κ. ΠΡΩΤΟΠΟΥΡΓΟΥ	[1173, 1001, 1318, 1045]
byline-karavias-2: Π. ΚΑΡΑΒΙΑΣ	[1061, 955, 1136, 967]
article-title-argentina: ΔΙΑΜΑΡΤΥΡΙΑ ΤΩΝ ΗΝΩΜ. ΠΟΛΙΤΕΙΩΝ ΔΙΑ ΣΥΛΛΗΨΕΙΣ ΑΜΕΡΙΚΑΝΩΝ ΠΟΛΙΤΩΝ ΕΙΣ ΤΗΝ ΑΡΓΕΝΤΙΝΗΝ	[608, 1060, 922, 1089]
subhead-national-economy: ΕΘΝΙΚΗ ΟΙΚΟΝΟΜΙΑ ΚΑΙ ΣΤΡΑΤΙΩΤΙΚΑΙ ΔΑΠΑΝΑΙ	[1372, 417, 1514, 447]
subhead-permanent-staff: Η ΜΟΝΙΜΟΠΟΙΗΣΙΣ ΤΩΝ ΕΚΤΑΚΤΩΝ ΥΠΑΛΛΗΛΩΝ ΤΩΝ ΣΕΚ ΚΑΙ ΣΠΑΠ	[1357, 912, 1529, 956]
byline-karavias: Π. ΚΑΡΑΒΙΑΣ	[870, 544, 946, 555]
right-column: Οι κ. κ. ΣΤΕΦΑΝΟΠΟΥΛΟΣ ΚΑΙ ΝΤΕ ΓΚΑΣΠΕΡΙ ΕΞΗΤΑΣΑΝ ΕΙΣ ΧΘΕΣΙΝΗΝ ΤΩΝ ΣΥΝΟΜΙΛΙΑΝ ΤΗΝ ΕΠΙΚΡΑΤΟΥΣΑΝ ΕΙΣ ΑΛΒΑΝΙΑΝ ΚΑΤΑΣΤΑΣΙΝ ΚΟΙΝΗ ΠΟΛΙΤΙΚΗ ΕΝΑΝΤΙ ΠΑΝΤΟΣ ΕΝΔΕΧΟΜΕΝΟΥ ΠΑΡΙΣΙΟΙ, 24. (Τοῦ ἀνταποκριτοῦ μας). — Οἱ κ. κ. Στεφανόπουλος καὶ Ντὲ Γκάσπερι ἐξήτασαν εἰς χθεσινήν των συνομιλίαν τὴν ἐπικρατοῦσαν εἰς Ἀλβανίαν κατάστασιν. Κατὰ τὴν γενομένην ἀνασκόπησιν ἀπεφασίσθη ἡ ἀκολούθησις κοινῆς πολιτικῆς ἔναντι παντὸς ἐνδεχομένου. ΕΙΣ ΤΟ ΝΑΤΟ ΕΠΙΚΡΑΤΕΙ Η ΑΠΟΨΙΣ ΟΤΙ ΔΕΝ ΠΡΕΠΕΙ ΝΑ ΠΙΕΣΘΟΥΝ ΑΙ ΕΘΝΙΚΑΙ ΟΙΚΟΝΟΜΙΑΙ ΤΩΝ ΧΩΡΩΝ ΤΟΥ ΑΤΛΑΝΤΙΚΟΥ ΑΠΟ ΤΑΣ ΣΤΡΑΤΙΩΤΙΚΑΣ ΔΑΠΑΝΑΣ ΠΑΡΙΣΙΟΙ, 24. (Ἰδ. ὑπηρ.). — Ἡ Ὀργάνωσις τοῦ Βορειοατλαντικοῦ Συμφώνου ἐξέφρασε τὴν ἄποψιν ὅτι δὲν πρέπει νὰ πιεσθοῦν αἱ ἐθνικαὶ οἰκονομίαι. Αἱ δηλώσεις αὗται τοῦ στρατηγοῦ Ρίτζγουαιη ἐγένοντο δεκταὶ μετὰ ἱκανοποιήσεως. ΕΘΝΙΚΗ ΟΙΚΟΝΟΜΙΑ ΚΑΙ ΣΤΡΑΤΙΩΤΙΚΑΙ ΔΑΠΑΝΑΙ ΝΕΑ ΥΟΡΚΗ, 24. (Τοῦ ἀνταποκριτοῦ μας). Π. ΚΑΡΑΒΙΑΣ ΑΙ ΚΟΜΜΟΥΝΙΣΤΙΚΑΙ ΔΥΝΑΜΕΙΣ ΕΙΣ ΤΗΝ ΙΝΔΟΚΙΝΑΝ ΑΠΕΙΛΟΥΝ ΑΠΟ ΧΘΕΣ ΤΗΝ ΠΡΩΤΕΥΟΥΣΑΝ ΤΟΥ ΛΑΟΣ ΕΠΙΔΕΙΝΩΣΙΣ Η ΘΕΣΙΣ ΤΩΝ ΓΑΛΛΙΚΩΝ ΣΤΡΑΤΕΥΜΑΤΩΝ ΛΟΝΔΙΝΟΝ, 24. (Ἰδ. ὑπηρ.). — Αἱ κομμουνιστικαὶ δυνάμεις τοῦ Βιὲτ Μὶνχ ἀπειλοῦν ἀπὸ χθὲς τὴν πρωτεύουσαν τοῦ Λάος. Η ΚΙΝΕΖΙΚΗ ΒΟΗΘΕΙΑ ΕΝΤΑΤΙΚΟΠΟΙΕΙΤΑΙ Ἡ κινεζικὴ βοήθεια ἐντατικοποιεῖται. ΔΙΑΚΟΙΝΩΣΙΣ ΤΗΣ ΚΥΒΕΡΝΗΣΕΩΣ ΤΟΥ ΛΑΟΣ ΠΑΡΙΣΙΟΙ, 24. (Ἰδ. ὑπηρ.). ΕΙΣ ΤΗΝ ΑΝΤΙΠΡΟΣΩΠΕΙΑΝ ΤΗΣ Ο.Η.Ε. ΑΝΑΜΕΝΕΤΑΙ Η ΕΝΤΟΣ ΜΗΝΟΣ ΣΥΜΦΩΝ ΑΝΑΚΩΧΗΣ ΕΙΣ ΚΟΡΕΑΝ ΣΥΝΕΧΙΖΕΤΑΙ Η ΑΝΤΑΛΛΑΓΗ ΤΩΝ ΑΙΧΜΑΛΩΤΩΝ ΛΟΝΔΙΝΟΝ, 24. (Ἰδ. ὑπηρ.). — Εἰς τὴν ἀντιπροσωπείαν τῶν Ἡνωμένων Ἐθνῶν ἀναμένεται ἡ ἐντὸς μηνὸς σύναψις ἀνακωχῆς εἰς Κορέαν. Ἡ ἀνταλλαγὴ τῶν αἰχμαλώτων συνεχίζεται κανονικῶς. ΟΙ ΝΟΤΙΟΚΟΡΕΑΤΑΙ Οἱ Νοτιοκορεᾶται ἀντιδροῦν. ΔΡΙΜΥΤΑΤΟΝ ΚΑΤΗΓΟΡΗΤΗΡΙΟΝ ΤΗΣ «ΜΠΟΡΜΠΑ» ΔΙΑ ΤΗΝ ΑΚΟΛΟΥΘΟΥΜΕΝΗΝ ΡΩΣΙΚΗΝ ΠΟΛΙΤΙΚΗΝ ΠΡΟΚΗΣΕΙΣ ΚΑΙ ΕΠΕΙΣΟΔΙΑ ΕΙΣ ΤΑ ΣΥΝΟΡΑ ΛΟΝΔΙΝΟΝ, 24. (Ἰδ. ὑπηρ.). — Ἡ «Μπόρμπα» κατηγορεῖ τὴν ρωσικὴν πολιτικήν. ΚΑΤΑΚΤΗΣΕΙΣ ΔΙΟΤΙ ΕΚΟΝΕΣΕ ΤΟΝ ΕΚΣΤΡΑ ΤΗΣ ΘΕΣΣΑΛΟΝΙΚΗ, 24. (Τοῦ ἀνταποκριτοῦ μας). Ο κ. ΒΕΡΓΟΤΟΠΟΥΛΟΣ Α. ΑΠΕΛΑΣΗ ΠΑΡΑ ΤΟ κ. ΠΡΩΤΟΠΟΥΡΓΟΥ Ὁ κ. Βεργοτόπουλος ἀπηλάθη. ἐπεισόδια εἰς τὰ σύνορα. Η ΜΟΝΙΜΟΠΟΙΗΣΙΣ ΤΩΝ ΕΚΤΑΚΤΩΝ ΥΠΑΛΛΗΛΩΝ ΤΩΝ ΣΕΚ ΚΑΙ ΣΠΑΠ Εἰς τὴν Βουλὴν κατετέθη νομοσχέδιον. ΔΙΕΘΝΗΣ ΕΑΡΙΝΗ ΕΚΘΕΣΙΣ ΕΙΣ ΒΡΥΞΕΛΛΑΣ ΛΟΝΔΙΝΟΝ, 24 (Ἰδ. ὑπηρ.).	[1156, 141, 1533, 1062]
article-title-van-fleet-line1: Ο ΣΤΡΑΤΗΓΟΣ ΟΥΑΪ-ΜΑΝ ΕΞΑΙΡΕΙ ΤΟΝ ΗΡΩΪΣΜΟΝ ΚΑΙ ΤΑΣ ΙΚΑΝΟΤΗΤΑΣ ΤΩΝ ΕΛΛΗΝΙΚΩΝ ΔΥΝΑΜΕΩΝ	[592, 837, 939, 872]
article-title-vitamin: Η ΒΙΤΑΜΙΝΗ Β6 ΑΠΕΔΕΙΧΘΗ ΑΝΙΑΤΩΣ ΑΠΟΤΕΛΕΣΜΑΤΙΚΗ ΚΑΤΑ ΤΩΝ ΣΥΜΠΤΩΜΑΤΩΝ ΤΗΣ ΜΕΘΗΣ	[968, 837, 1132, 896]
article-subtitle-common-policy: ΚΟΙΝΗ ΠΟΛΙΤΙΚΗ ΕΝΑΝΤΙ ΠΑΝΤΟΣ ΕΝΔΕΧΟΜΕΝΟΥ	[1174, 196, 1515, 213]
subhead-international-detente: Η ΔΙΕΘΝΗΣ ΥΦΕΣΙΣ	[710, 355, 820, 370]
subhead-chinese-aid: Η ΚΙΝΕΖΙΚΗ ΒΟΗΘΕΙΑ ΕΝΤΑΤΙΚΟΠΟΙΕΙΤΑΙ	[1380, 572, 1506, 602]
article-title-turkish-diplomacy: ΕΞΑΙΡΕΤΙΚΗ ΔΡΑΣΤΗΡΙΟΤΗΣ ΕΠΙΔΕΙΚΝΥΕΤΑΙ Η ΤΟΥΡΚΙΚΗ ΔΙΠΛΩΜΑΤΙΑ ΕΙΣ ΑΙΓΥΠΤΟΝ	[397, 837, 564, 881]
subhead-trade-talks: ΕΛΗΞΑΝ ΑΙ ΕΜΠΟΡΙΚΑΙ ΣΥΝΟΜΙΛΙΑΙ ΜΕΤΑΞΥ ΑΝΑΤΟΛΗΣ ΚΑΙ ΔΥΣΕΩΣ	[412, 954, 550, 998]
column-rule-left	[383, 137, 384, 2267]
lead-subheadline-line2: ΥΦΕΣΕΩΣ ΚΑΤΑ ΤΟ ΔΙΑΡΡΕΥΣΑΝ ΕΙΚΟΣΙΤΕΤΡΑΩΡΟΝ	[439, 246, 1092, 275]
article-title-prague: Η ΤΟΠΟΘΕΤΗΣΙΣ ΤΟΥ ΕΠΙΤΕΤΡΑΜΜΕΝΟΥ ΕΙΣ ΠΡΑΓΑΝ ΑΠΟΤΕΛΕΙ ΣΥΝΗΘΗ ΔΙΠΛΩΜΑΤΙΚΗΝ ΜΕΤΑΒΟΛΗΝ	[56, 1647, 357, 1698]
article-title-borba: ΔΡΙΜΥΤΑΤΟΝ ΚΑΤΗΓΟΡΗΤΗΡΙΟΝ ΤΗΣ «ΜΠΟΡΜΠΑ» ΔΙΑ ΤΗΝ ΑΚΟΛΟΥΘΟΥΜΕΝΗΝ ΡΩΣΙΚΗΝ ΠΟΛΙΤΙΚΗΝ	[1173, 834, 1516, 864]
subhead-market: Η ΚΙΝΗΣΙΣ ΤΗΣ ΑΓΟΡΑΣ	[39, 687, 174, 702]
subhead-pleven: ΣΥΝΟΜΙΛΙΑ ΜΕ ΤΟΝ κ. ΠΛΕΒΕΝ	[232, 1548, 360, 1577]
